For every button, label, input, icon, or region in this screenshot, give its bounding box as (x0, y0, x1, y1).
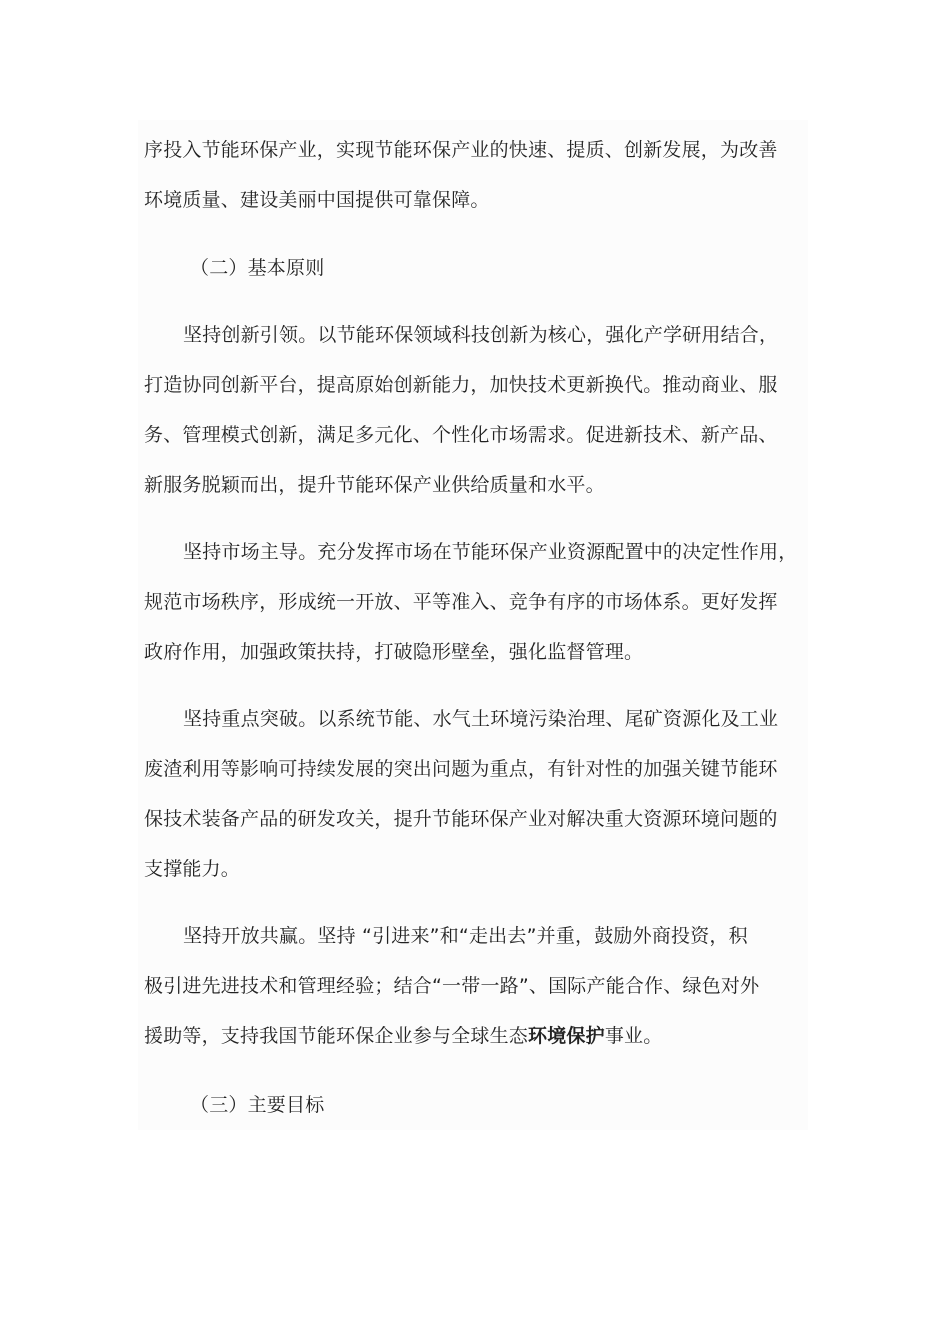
intro-line-2: 环境质量、建设美丽中国提供可靠保障。 (144, 189, 490, 211)
principle-market-line-2: 规范市场秩序，形成统一开放、平等准入、竞争有序的市场体系。更好发挥 (144, 591, 778, 613)
principle-innovation-line-1: 坚持创新引领。以节能环保领域科技创新为核心，强化产学研用结合， (183, 324, 779, 346)
principle-innovation-line-3: 务、管理模式创新，满足多元化、个性化市场需求。促进新技术、新产品、 (144, 424, 778, 446)
principle-market-line-3: 政府作用，加强政策扶持，打破隐形壁垒，强化监督管理。 (144, 641, 644, 663)
principle-breakthrough-line-4: 支撑能力。 (144, 858, 241, 880)
principle-innovation-line-4: 新服务脱颖而出，提升节能环保产业供给质量和水平。 (144, 474, 605, 496)
principle-openness-line-1: 坚持开放共赢。坚持 “引进来”和“走出去”并重，鼓励外商投资，积 (183, 925, 748, 947)
principle-breakthrough-line-2: 废渣利用等影响可持续发展的突出问题为重点，有针对性的加强关键节能环 (144, 758, 778, 780)
openness-line-3-tail: 事业。 (604, 1025, 663, 1047)
openness-line-3-lead: 援助等，支持我国节能环保企业参与全球生态 (144, 1025, 529, 1047)
principle-breakthrough-line-3: 保技术装备产品的研发攻关，提升节能环保产业对解决重大资源环境问题的 (144, 808, 778, 830)
section-heading-principles: （二）基本原则 (190, 257, 325, 279)
principle-innovation-line-2: 打造协同创新平台，提高原始创新能力，加快技术更新换代。推动商业、服 (144, 374, 778, 396)
principle-openness-line-3 (144, 1024, 662, 1048)
principle-breakthrough-line-1: 坚持重点突破。以系统节能、水气土环境污染治理、尾矿资源化及工业 (183, 708, 779, 730)
principle-market-line-1: 坚持市场主导。充分发挥市场在节能环保产业资源配置中的决定性作用， (183, 541, 798, 563)
section-heading-goals: （三）主要目标 (190, 1094, 325, 1116)
principle-openness-line-2: 极引进先进技术和管理经验；结合“一带一路”、国际产能合作、绿色对外 (144, 975, 760, 997)
bold-phrase-environmental-protection: 环境保护 (528, 1025, 605, 1047)
intro-line-1: 序投入节能环保产业，实现节能环保产业的快速、提质、创新发展，为改善 (144, 139, 778, 161)
